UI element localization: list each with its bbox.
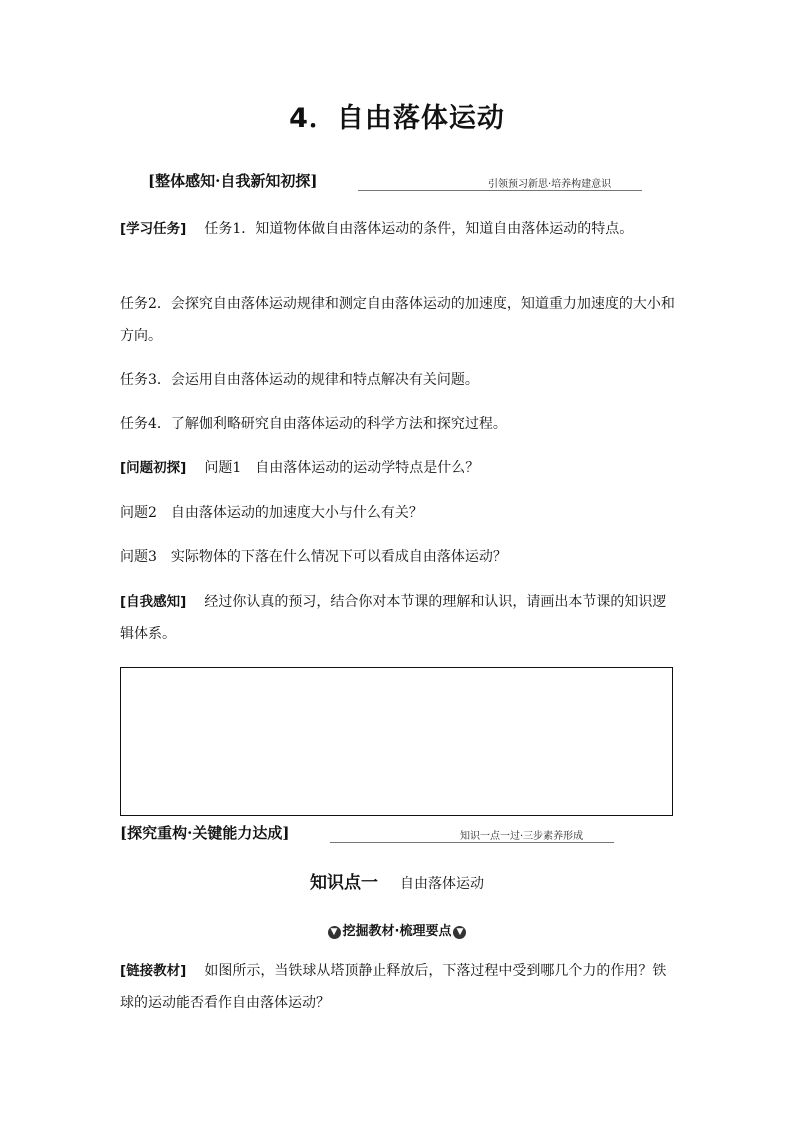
down-arrow-icon: ▼ — [328, 926, 341, 939]
section-heading: [整体感知·自我新知初探] — [148, 172, 318, 190]
self-perception — [120, 586, 680, 650]
learning-task-2: 任务2．会探究自由落体运动规律和测定自由落体运动的加速度，知道重力加速度的大小和方向。 — [120, 296, 675, 344]
section-aside: 知识一点一过·三步素养形成 — [460, 831, 584, 842]
knowledge-point-label: 知识点一 — [310, 873, 378, 893]
textbook-link — [120, 955, 680, 1019]
sub-heading-text: 挖掘教材·梳理要点 — [342, 924, 452, 939]
question-1-text: 问题1 自由落体运动的运动学特点是什么？ — [204, 460, 480, 476]
section-heading: [探究重构·关键能力达成] — [120, 824, 290, 842]
sub-heading — [0, 920, 794, 939]
section-underline — [330, 842, 614, 843]
section-header-overview — [148, 170, 642, 192]
learning-task-1 — [120, 213, 680, 245]
knowledge-point-heading — [0, 868, 794, 893]
textbook-link-tag: [链接教材] — [120, 963, 187, 979]
down-arrow-icon: ▼ — [453, 926, 466, 939]
preview-question-2: 问题2 自由落体运动的加速度大小与什么有关？ — [120, 505, 423, 521]
knowledge-diagram-box[interactable] — [120, 667, 673, 816]
preview-question-3: 问题3 实际物体的下落在什么情况下可以看成自由落体运动？ — [120, 549, 507, 565]
preview-questions-tag: [问题初探] — [120, 460, 187, 476]
learning-tasks-tag: [学习任务] — [120, 221, 187, 237]
task-1-text: 任务1．知道物体做自由落体运动的条件，知道自由落体运动的特点。 — [204, 221, 634, 237]
section-aside: 引领预习新思·培养构建意识 — [488, 179, 612, 190]
preview-question-1 — [120, 452, 680, 484]
learning-task-3: 任务3．会运用自由落体运动的规律和特点解决有关问题。 — [120, 372, 479, 388]
learning-task-4: 任务4．了解伽利略研究自由落体运动的科学方法和探究过程。 — [120, 416, 507, 432]
section-header-inquiry — [120, 822, 614, 844]
page-title: 4．自由落体运动 — [289, 103, 505, 134]
self-perception-text: 经过你认真的预习，结合你对本节课的理解和认识，请画出本节课的知识逻辑体系。 — [120, 594, 667, 642]
self-perception-tag: [自我感知] — [120, 594, 187, 610]
knowledge-point-name: 自由落体运动 — [400, 876, 484, 892]
textbook-link-text: 如图所示，当铁球从塔顶静止释放后，下落过程中受到哪几个力的作用？铁球的运动能否看作自由落体运动？ — [120, 963, 667, 1011]
section-underline — [358, 190, 642, 191]
